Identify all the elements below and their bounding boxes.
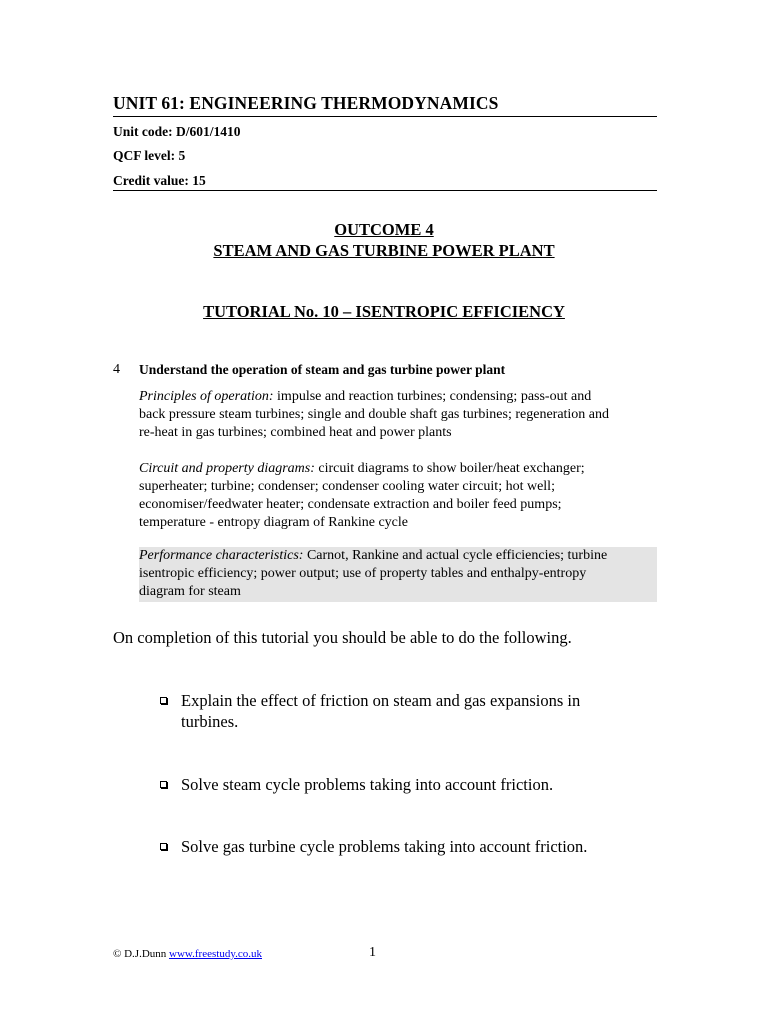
list-item [160, 836, 640, 858]
checkbox-bullet-icon [160, 781, 167, 788]
outcome-number: 4 [113, 362, 120, 377]
intro-text: On completion of this tutorial you should be able to do the following. [113, 628, 572, 647]
list-item [160, 690, 620, 734]
performance-label: Performance characteristics: [139, 548, 304, 563]
principles-paragraph: Principles of operation: impulse and reaction turbines; condensing; pass-out and back pressure steam turbines; single and double shaft gas turbines; regeneration and re-heat in gas turbines; combined heat and power plants [139, 389, 610, 440]
principles-label: Principles of operation: [139, 389, 274, 404]
checkbox-bullet-icon [160, 697, 167, 704]
list-item-text: Solve steam cycle problems taking into account friction. [181, 775, 554, 794]
circuit-paragraph: Circuit and property diagrams: circuit diagrams to show boiler/heat exchanger; superheater; turbine; condenser; condenser cooling water circuit; hot well; economiser/feedwater heater; condensate extraction and boiler feed pumps; temperature - entropy diagram of Rankine cycle [139, 461, 585, 530]
checkbox-bullet-icon [160, 843, 167, 850]
list-item-text: Solve gas turbine cycle problems taking into account friction. [181, 837, 588, 856]
performance-paragraph: Performance characteristics: Carnot, Rankine and actual cycle efficiencies; turbine isentropic efficiency; power output; use of property tables and enthalpy-entropy diagram for steam [139, 547, 657, 602]
qcf-level: QCF level: 5 [113, 148, 186, 163]
outcome-section-title: Understand the operation of steam and gas turbine power plant [139, 362, 506, 377]
credit-value: Credit value: 15 [113, 173, 206, 188]
unit-code: Unit code: D/601/1410 [113, 124, 241, 139]
outcome-heading: OUTCOME 4 [334, 220, 434, 239]
page-number: 1 [369, 945, 376, 960]
circuit-label: Circuit and property diagrams: [139, 461, 315, 476]
header-rule-bottom [113, 190, 657, 191]
outcome-title: STEAM AND GAS TURBINE POWER PLANT [213, 241, 555, 260]
list-item-text: Explain the effect of friction on steam and gas expansions in turbines. [181, 691, 581, 731]
list-item [160, 774, 620, 796]
unit-title: UNIT 61: ENGINEERING THERMODYNAMICS [113, 93, 499, 113]
footer-copyright: © D.J.Dunn www.freestudy.co.uk [113, 948, 262, 960]
header-rule-top [113, 116, 657, 117]
tutorial-title: TUTORIAL No. 10 – ISENTROPIC EFFICIENCY [203, 302, 565, 321]
footer-link[interactable]: www.freestudy.co.uk [169, 948, 262, 960]
